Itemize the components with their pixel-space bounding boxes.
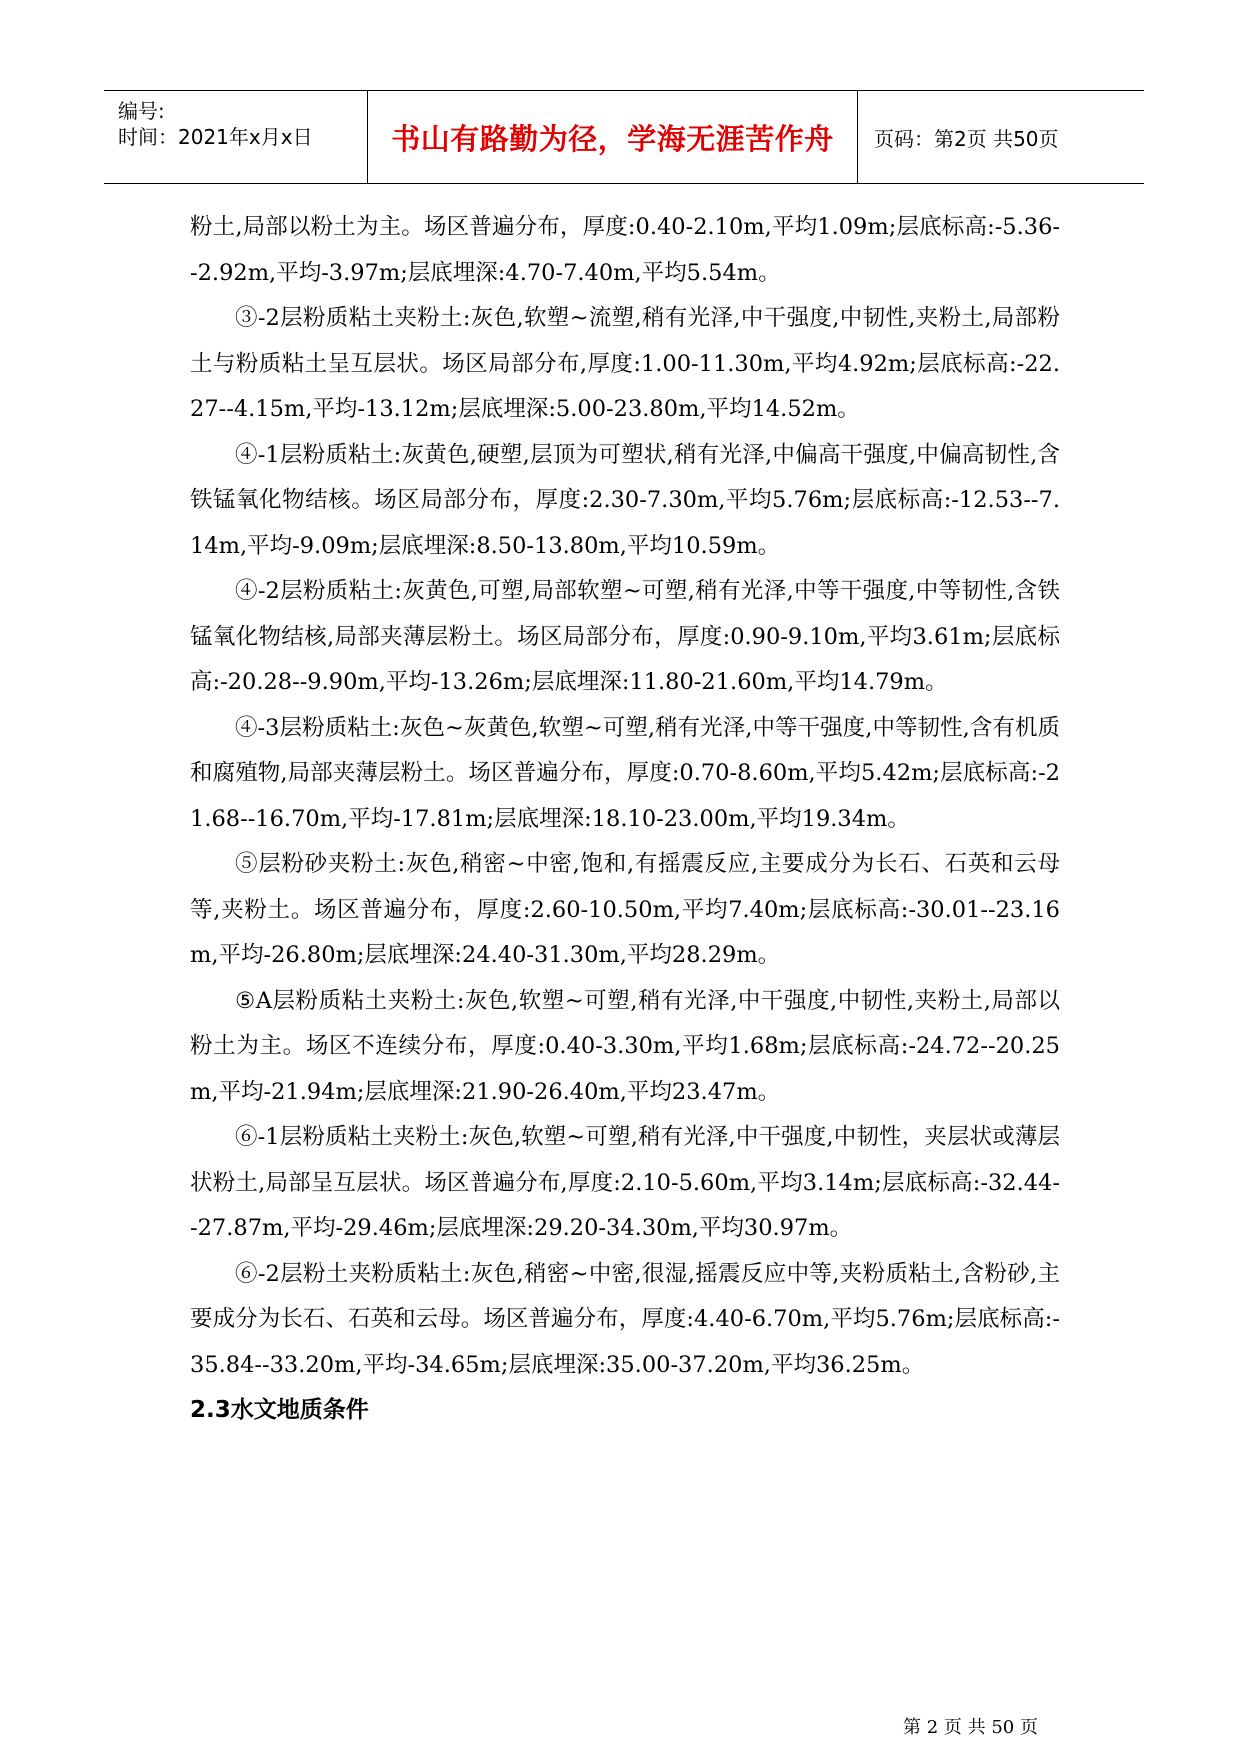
paragraph-layer-6-1: ⑥-1层粉质粘土夹粉土:灰色,软塑~可塑,稍有光泽,中干强度,中韧性，夹层状或薄层状粉土,局部呈互层状。场区普遍分布,厚度:2.10-5.60m,平均3.14m;层底标高:-32.44--27.87m,平均-29.46m;层底埋深:29.20-34.30m,平均30.97m。 bbox=[190, 1124, 1060, 1241]
document-time-label: 时间：2021年x月x日 bbox=[118, 125, 313, 149]
header-meta bbox=[104, 91, 368, 183]
body-content bbox=[190, 205, 1060, 1434]
footer-page-number: 第 2 页 共 50 页 bbox=[903, 1717, 1038, 1738]
paragraph-layer-4-1: ④-1层粉质粘土:灰黄色,硬塑,层顶为可塑状,稍有光泽,中偏高干强度,中偏高韧性,含铁锰氧化物结核。场区局部分布，厚度:2.30-7.30m,平均5.76m;层底标高:-12.53--7.14m,平均-9.09m;层底埋深:8.50-13.80m,平均10.59m。 bbox=[190, 441, 1060, 559]
header-page-info: 页码：第2页 共50页 bbox=[874, 126, 1059, 151]
paragraph-layer-5a: ⑤A层粉质粘土夹粉土:灰色,软塑~可塑,稍有光泽,中干强度,中韧性,夹粉土,局部以粉土为主。场区不连续分布，厚度:0.40-3.30m,平均1.68m;层底标高:-24.72--20.25m,平均-21.94m;层底埋深:21.90-26.40m,平均23.47m。 bbox=[190, 987, 1060, 1105]
paragraph-layer-5: ⑤层粉砂夹粉土:灰色,稍密~中密,饱和,有摇震反应,主要成分为长石、石英和云母等,夹粉土。场区普遍分布，厚度:2.60-10.50m,平均7.40m;层底标高:-30.01--23.16m,平均-26.80m;层底埋深:24.40-31.30m,平均28.29m。 bbox=[190, 851, 1060, 968]
paragraph-layer-3-2: ③-2层粉质粘土夹粉土:灰色,软塑~流塑,稍有光泽,中干强度,中韧性,夹粉土,局部粉土与粉质粘土呈互层状。场区局部分布,厚度:1.00-11.30m,平均4.92m;层底标高:-22.27--4.15m,平均-13.12m;层底埋深:5.00-23.80m,平均14.52m。 bbox=[190, 305, 1060, 422]
header-motto: 书山有路勤为径，学海无涯苦作舟 bbox=[391, 121, 834, 156]
paragraph-layer-6-2: ⑥-2层粉土夹粉质粘土:灰色,稍密~中密,很湿,摇震反应中等,夹粉质粘土,含粉砂,主要成分为长石、石英和云母。场区普遍分布，厚度:4.40-6.70m,平均5.76m;层底标高:-35.84--33.20m,平均-34.65m;层底埋深:35.00-37.20m,平均36.25m。 bbox=[190, 1260, 1060, 1378]
page-header bbox=[104, 90, 1144, 184]
document-number-label: 编号: bbox=[118, 99, 165, 123]
paragraph-continuation: 粉土,局部以粉土为主。场区普遍分布，厚度:0.40-2.10m,平均1.09m;层底标高:-5.36--2.92m,平均-3.97m;层底埋深:4.70-7.40m,平均5.54m。 bbox=[190, 214, 1060, 286]
section-heading: 2.3水文地质条件 bbox=[190, 1397, 369, 1423]
header-motto-cell bbox=[368, 91, 858, 183]
paragraph-layer-4-2: ④-2层粉质粘土:灰黄色,可塑,局部软塑~可塑,稍有光泽,中等干强度,中等韧性,含铁锰氧化物结核,局部夹薄层粉土。场区局部分布，厚度:0.90-9.10m,平均3.61m;层底标高:-20.28--9.90m,平均-13.26m;层底埋深:11.80-21.60m,平均14.79m。 bbox=[190, 578, 1060, 695]
paragraph-layer-4-3: ④-3层粉质粘土:灰色~灰黄色,软塑~可塑,稍有光泽,中等干强度,中等韧性,含有机质和腐殖物,局部夹薄层粉土。场区普遍分布，厚度:0.70-8.60m,平均5.42m;层底标高:-21.68--16.70m,平均-17.81m;层底埋深:18.10-23.00m,平均19.34m。 bbox=[190, 714, 1060, 832]
